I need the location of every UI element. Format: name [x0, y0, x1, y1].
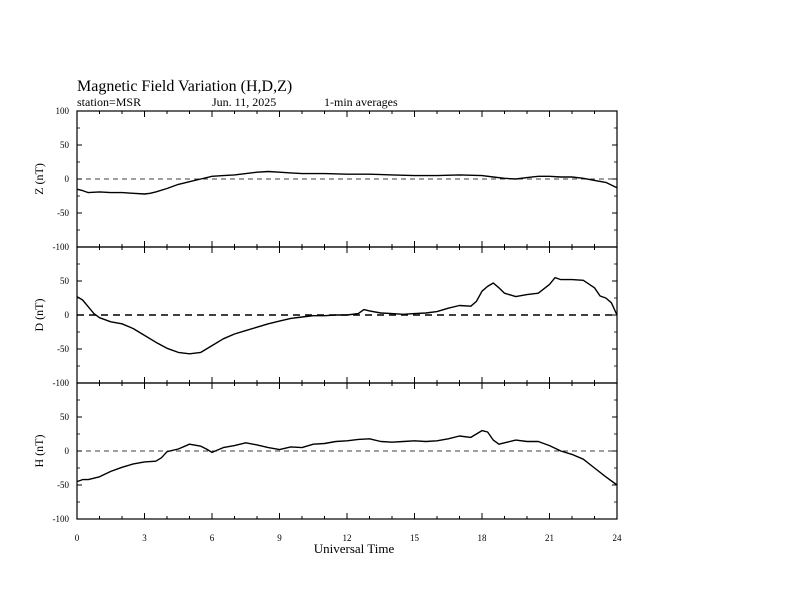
panel-d [32, 247, 617, 388]
y-tick-label-h: -50 [57, 480, 69, 490]
averaging-label: 1-min averages [324, 95, 398, 109]
chart-title: Magnetic Field Variation (H,D,Z) [77, 78, 293, 95]
y-tick-label-d: -100 [52, 378, 69, 388]
y-axis-label-d: D (nT) [32, 298, 46, 332]
y-axis-label-h: H (nT) [32, 434, 46, 468]
x-tick-label: 6 [209, 533, 215, 543]
panel-z [32, 106, 617, 252]
y-tick-label-z: 100 [55, 106, 69, 116]
x-tick-label: 3 [142, 533, 147, 543]
series-line-h [77, 431, 617, 485]
y-tick-label-z: -50 [57, 208, 69, 218]
x-tick-label: 18 [477, 533, 487, 543]
panel-h [32, 383, 617, 524]
station-label: station=MSR [77, 95, 142, 109]
date-label: Jun. 11, 2025 [212, 95, 277, 109]
x-tick-label: 21 [545, 533, 554, 543]
x-tick-label: 24 [612, 533, 622, 543]
y-tick-label-d: -50 [57, 344, 69, 354]
y-tick-label-z: 0 [64, 174, 69, 184]
series-line-z [77, 172, 617, 195]
x-tick-label: 15 [410, 533, 419, 543]
x-tick-label: 12 [342, 533, 352, 543]
x-tick-label: 9 [277, 533, 282, 543]
x-axis-label: Universal Time [313, 541, 395, 556]
y-tick-label-h: 50 [60, 412, 69, 422]
y-axis-label-z: Z (nT) [32, 163, 46, 195]
y-tick-label-z: -100 [52, 242, 69, 252]
x-tick-label: 0 [74, 533, 80, 543]
y-tick-label-d: 50 [60, 276, 69, 286]
y-tick-label-d: 0 [64, 310, 69, 320]
y-tick-label-h: -100 [52, 514, 69, 524]
y-tick-label-h: 0 [64, 446, 69, 456]
y-tick-label-z: 50 [60, 140, 69, 150]
